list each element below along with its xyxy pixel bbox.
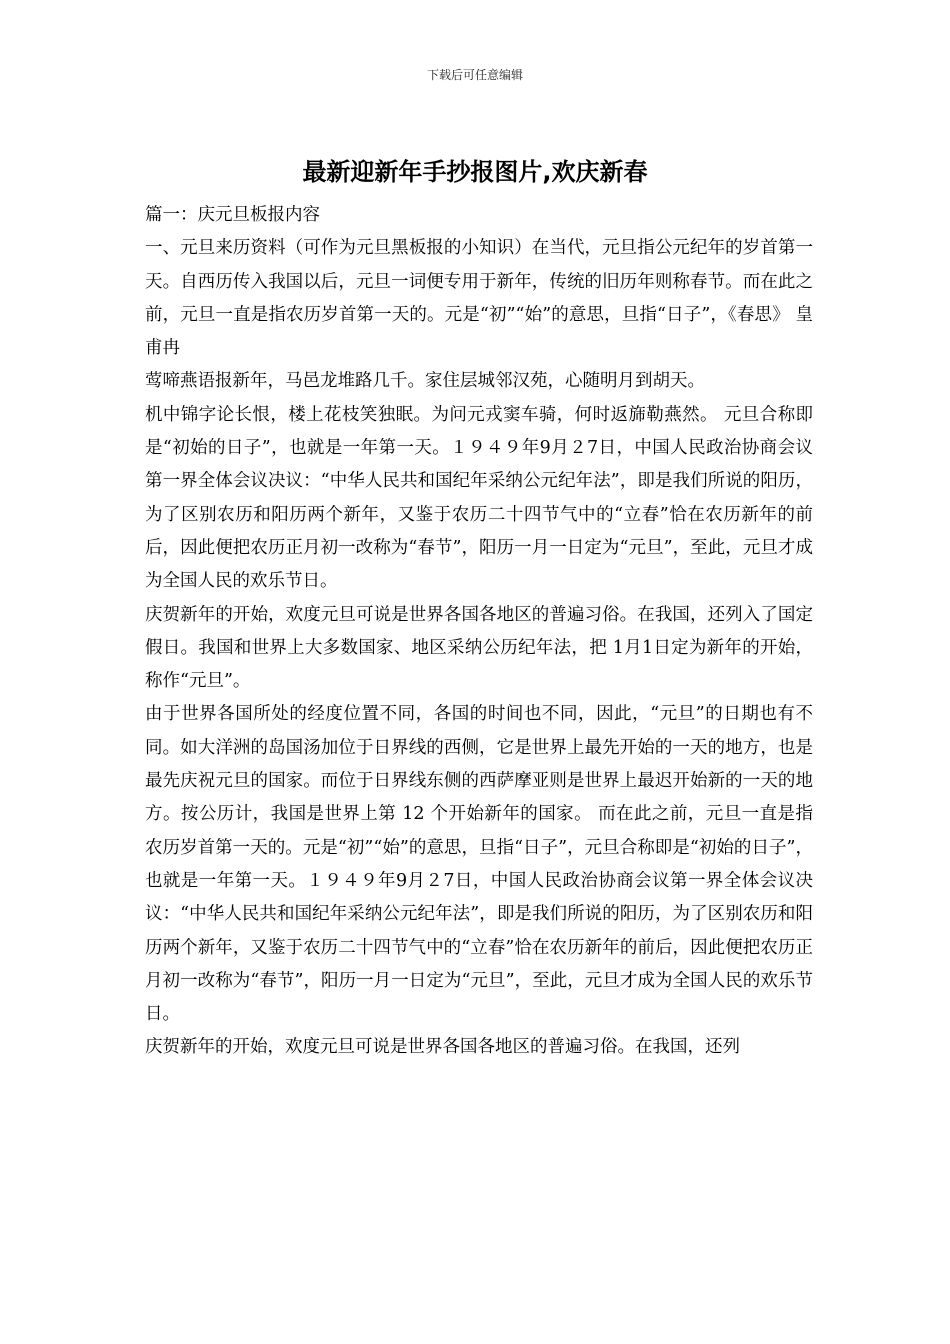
paragraph: 莺啼燕语报新年，马邑龙堆路几千。家住层城邻汉苑，心随明月到胡天。 (145, 371, 705, 392)
paragraph: 庆贺新年的开始，欢度元旦可说是世界各国各地区的普遍习俗。在我国，还列 (145, 1037, 740, 1058)
document-body (145, 199, 813, 1065)
paragraph: 庆贺新年的开始，欢度元旦可说是世界各国各地区的普遍习俗。在我国，还列入了国定假日。我国和世界上大多数国家、地区采纳公历纪年法，把 1月1日定为新年的开始，称作“元旦”。 (145, 604, 813, 692)
paragraph: 机中锦字论长恨，楼上花枝笑独眠。为问元戎窦车骑，何时返旆勒燕然。 元旦合称即是“初始的日子”，也就是一年第一天。１９４９年9月２7日，中国人民政治协商会议第一界全体会议决议：“中华人民共和国纪年采纳公元纪年法”，即是我们所说的阳历，为了区别农历和阳历两个新年，又鉴于农历二十四节气中的“立春”恰在农历新年的前后，因此便把农历正月初一改称为“春节”，阳历一月一日定为“元旦”，至此，元旦才成为全国人民的欢乐节日。 (145, 404, 813, 592)
document-title: 最新迎新年手抄报图片,欢庆新春 (302, 158, 648, 186)
paragraph: 一、元旦来历资料（可作为元旦黑板报的小知识）在当代，元旦指公元纪年的岁首第一天。自西历传入我国以后，元旦一词便专用于新年，传统的旧历年则称春节。而在此之前，元旦一直是指农历岁首第一天的。元是“初”“始”的意思，旦指“日子”，《春思》 皇甫冉 (145, 238, 813, 359)
paragraph: 由于世界各国所处的经度位置不同，各国的时间也不同，因此，“元旦”的日期也有不同。如大洋洲的岛国汤加位于日界线的西侧，它是世界上最先开始的一天的地方，也是最先庆祝元旦的国家。而位于日界线东侧的西萨摩亚则是世界上最迟开始新的一天的地方。按公历计，我国是世界上第 12 个开始新年的国家。 而在此之前，元旦一直是指农历岁首第一天的。元是“初”“始”的意思，旦指“日子”，元旦合称即是“初始的日子”，也就是一年第一天。１９４９年9月２7日，中国人民政治协商会议第一界全体会议决议：“中华人民共和国纪年采纳公元纪年法”，即是我们所说的阳历，为了区别农历和阳历两个新年，又鉴于农历二十四节气中的“立春”恰在农历新年的前后，因此便把农历正月初一改称为“春节”，阳历一月一日定为“元旦”，至此，元旦才成为全国人民的欢乐节日。 (145, 704, 813, 1025)
page-header: 下载后可任意编辑 (426, 68, 523, 82)
section-heading: 篇一：庆元旦板报内容 (145, 205, 320, 225)
